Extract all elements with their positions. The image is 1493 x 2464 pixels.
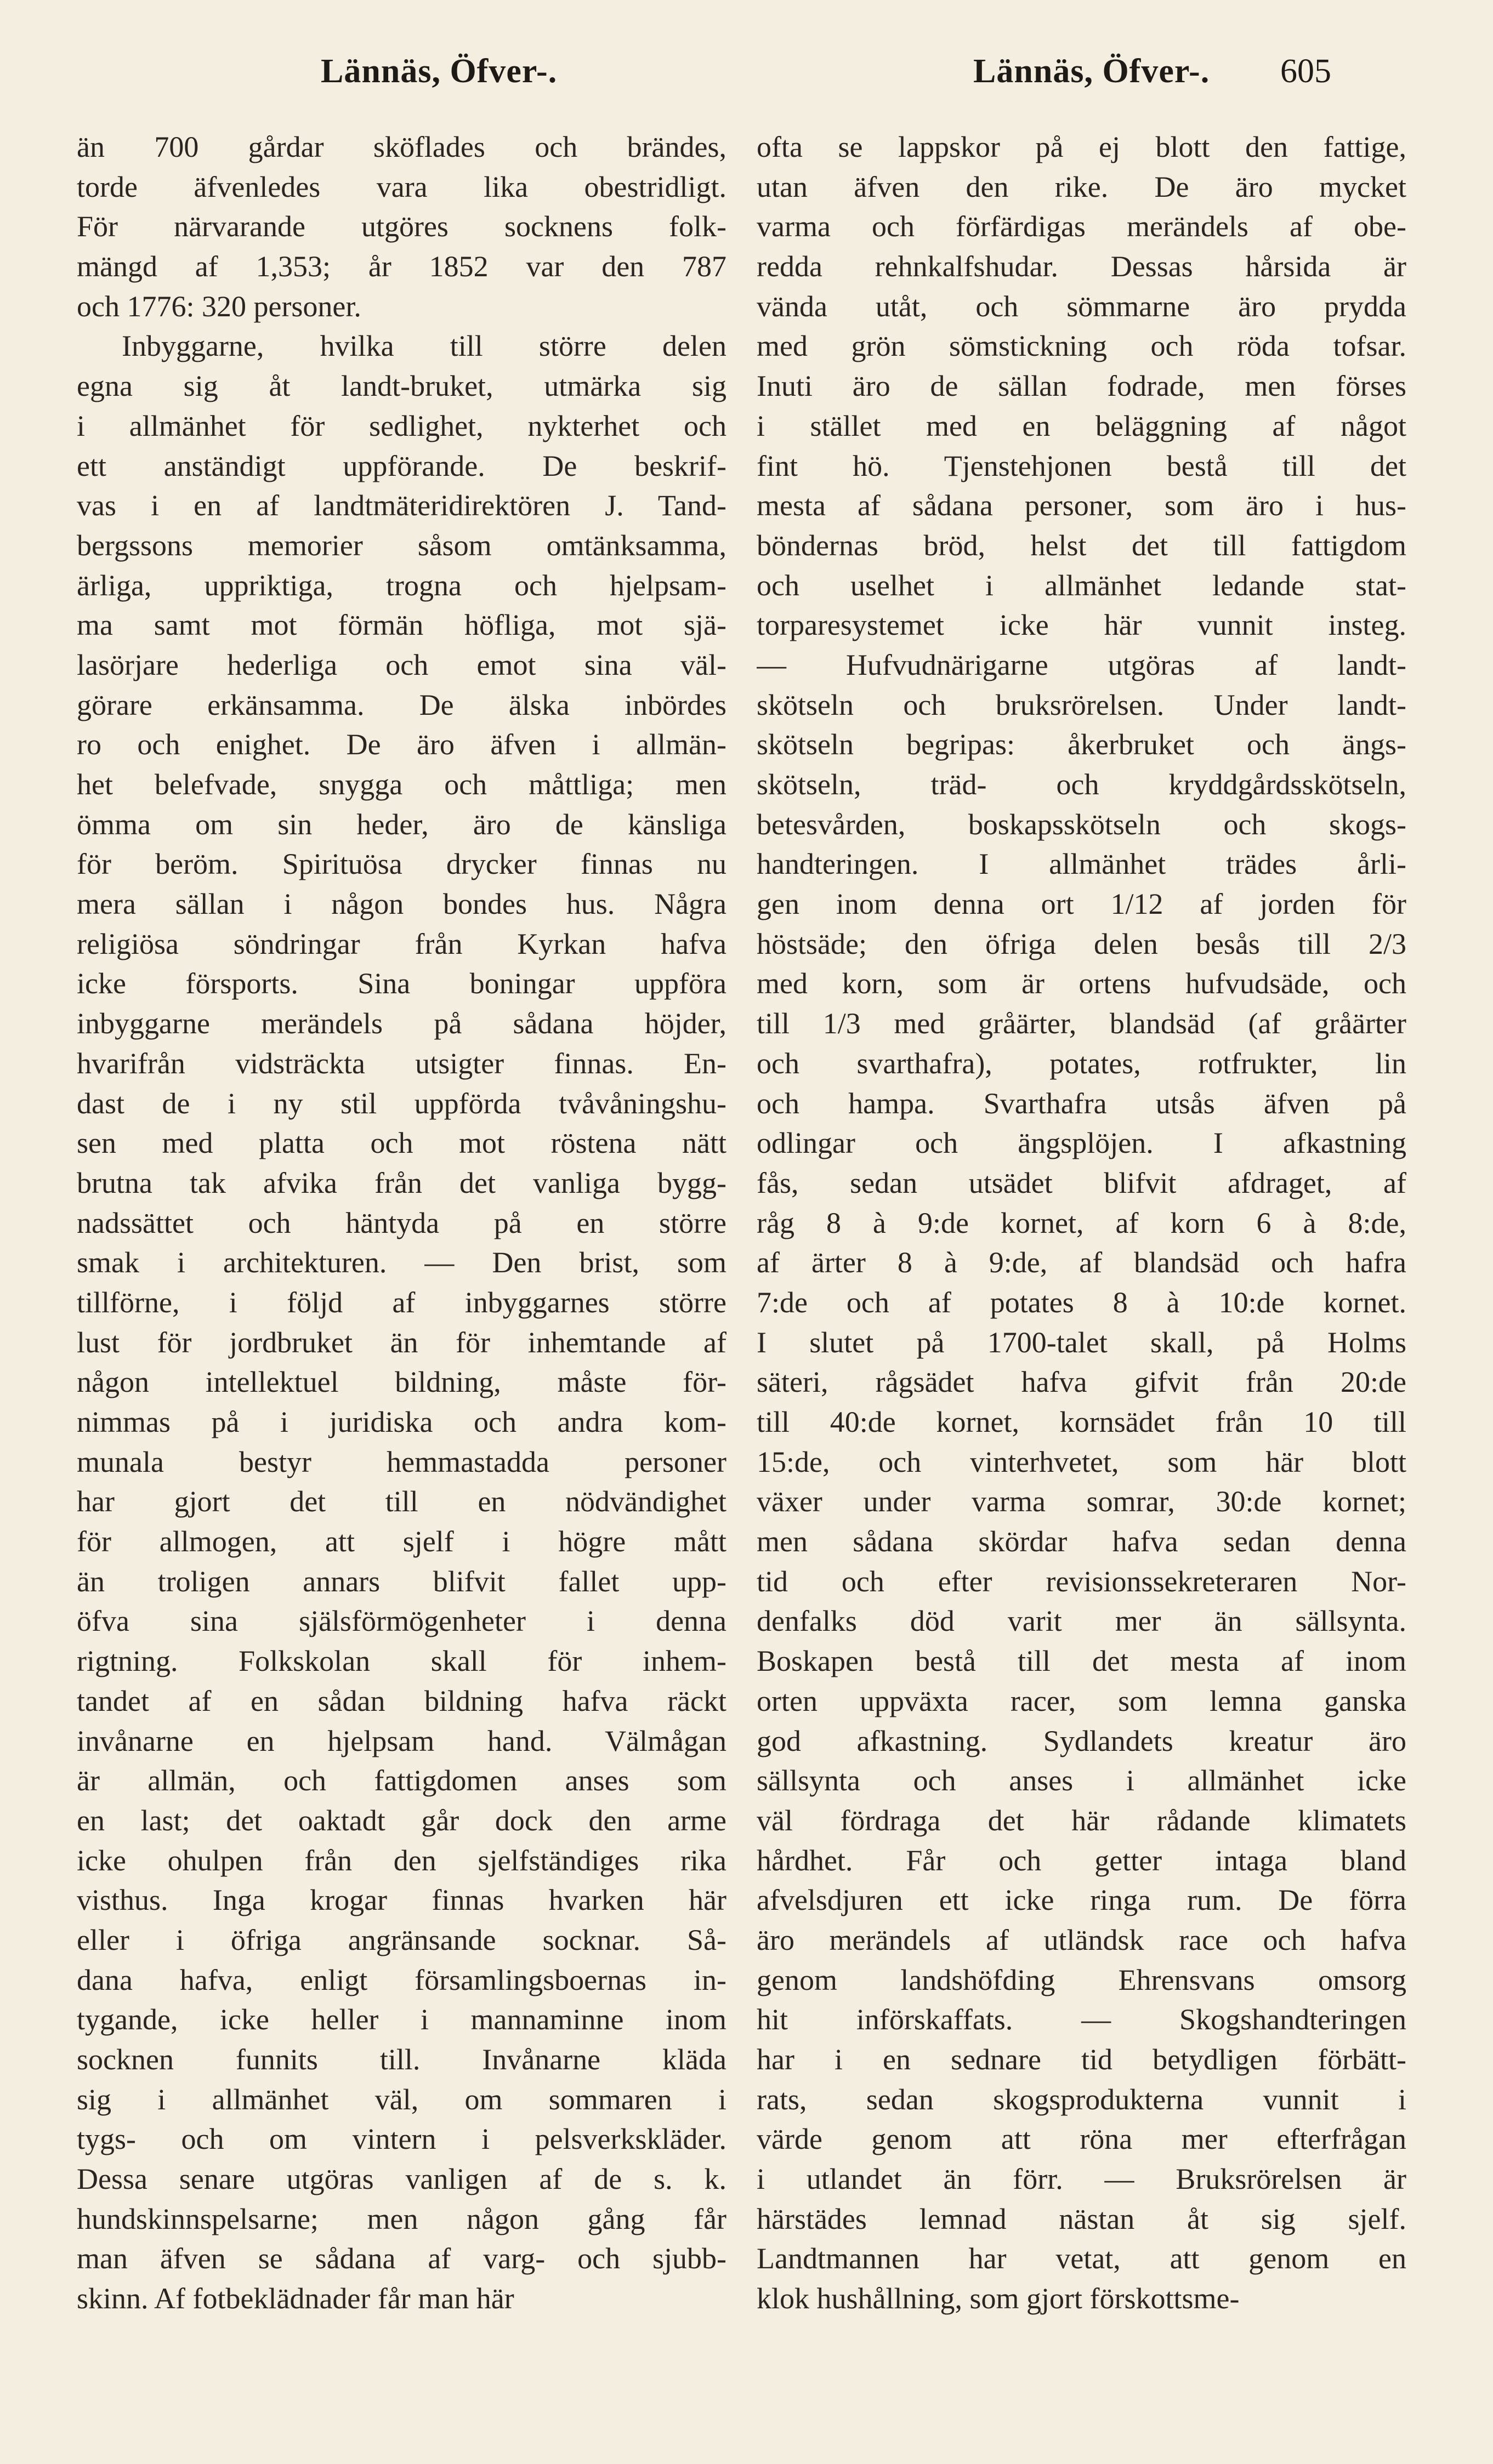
page-number: 605 xyxy=(1280,53,1331,90)
text-line: tygs- och om vintern i pelsverkskläder. xyxy=(77,2122,726,2156)
text-line: tandet af en sådan bildning hafva räckt xyxy=(77,1684,726,1717)
text-line: hit införskaffats. — Skogshandteringen xyxy=(757,2003,1406,2036)
text-line: Landtmannen har vetat, att genom en xyxy=(757,2242,1406,2275)
text-line: tillförne, i följd af inbyggarnes större xyxy=(77,1285,726,1319)
text-line: bergssons memorier såsom omtänksamma, xyxy=(77,528,726,562)
text-line: rats, sedan skogsprodukterna vunnit i xyxy=(757,2082,1406,2116)
text-line: dast de i ny stil uppförda tvåvåningshu- xyxy=(77,1086,726,1120)
text-line: För närvarande utgöres socknens folk- xyxy=(77,210,726,243)
text-line: skötseln, träd- och kryddgårdsskötseln, xyxy=(757,768,1406,801)
text-line: denfalks död varit mer än sällsynta. xyxy=(757,1604,1406,1638)
text-line: eller i öfriga angränsande socknar. Så- xyxy=(77,1923,726,1956)
text-line: vända utåt, och sömmarne äro prydda xyxy=(757,289,1406,323)
text-line: torde äfvenledes vara lika obestridligt. xyxy=(77,170,726,203)
text-line: värde genom att röna mer efterfrågan xyxy=(757,2122,1406,2156)
text-line: görare erkänsamma. De älska inbördes xyxy=(77,688,726,721)
text-line: för allmogen, att sjelf i högre mått xyxy=(77,1525,726,1558)
text-line: ofta se lappskor på ej blott den fattige, xyxy=(757,130,1406,163)
text-line: Inuti äro de sällan fodrade, men förses xyxy=(757,369,1406,403)
right-text-column xyxy=(757,127,1406,2319)
text-line: icke ohulpen från den sjelfständiges rika xyxy=(77,1843,726,1877)
text-line: för beröm. Spirituösa drycker finnas nu xyxy=(77,847,726,881)
text-line: sen med platta och mot röstena nätt xyxy=(77,1126,726,1160)
text-line: vas i en af landtmäteridirektören J. Tand- xyxy=(77,489,726,522)
text-line: har gjort det till en nödvändighet xyxy=(77,1485,726,1518)
text-line: mera sällan i någon bondes hus. Några xyxy=(77,887,726,921)
text-line: med grön sömstickning och röda tofsar. xyxy=(757,329,1406,363)
text-line: till 1/3 med gråärter, blandsäd (af gråärter xyxy=(757,1007,1406,1040)
text-line: icke försports. Sina boningar uppföra xyxy=(77,967,726,1000)
text-line: munala bestyr hemmastadda personer xyxy=(77,1445,726,1478)
text-line: äro merändels af utländsk race och hafva xyxy=(757,1923,1406,1956)
text-line: betesvården, boskapsskötseln och skogs- xyxy=(757,807,1406,841)
text-line: ärliga, uppriktiga, trogna och hjelpsam- xyxy=(77,568,726,602)
text-line: nadssättet och häntyda på en större xyxy=(77,1206,726,1239)
text-line: med korn, som är ortens hufvudsäde, och xyxy=(757,967,1406,1000)
text-line: är allmän, och fattigdomen anses som xyxy=(77,1764,726,1797)
text-line: skötseln och bruksrörelsen. Under landt- xyxy=(757,688,1406,721)
text-line: 7:de och af potates 8 à 10:de kornet. xyxy=(757,1285,1406,1319)
text-line: än troligen annars blifvit fallet upp- xyxy=(77,1564,726,1598)
text-line: till 40:de kornet, kornsädet från 10 till xyxy=(757,1405,1406,1438)
text-line: fint hö. Tjenstehjonen bestå till det xyxy=(757,449,1406,482)
text-line: man äfven se sådana af varg- och sjubb- xyxy=(77,2242,726,2275)
running-head-left: Lännäs, Öfver-. xyxy=(321,53,558,90)
text-line: hvarifrån vidsträckta utsigter finnas. En- xyxy=(77,1046,726,1080)
text-line: 15:de, och vinterhvetet, som här blott xyxy=(757,1445,1406,1478)
text-line: — Hufvudnärigarne utgöras af landt- xyxy=(757,648,1406,681)
text-line: och svarthafra), potates, rotfrukter, lin xyxy=(757,1046,1406,1080)
text-line: ett anständigt uppförande. De beskrif- xyxy=(77,449,726,482)
text-line: än 700 gårdar sköflades och brändes, xyxy=(77,130,726,163)
text-line: växer under varma somrar, 30:de kornet; xyxy=(757,1485,1406,1518)
text-line: het belefvade, snygga och måttliga; men xyxy=(77,768,726,801)
text-line: ro och enighet. De äro äfven i allmän- xyxy=(77,728,726,761)
text-line: varma och förfärdigas merändels af obe- xyxy=(757,210,1406,243)
text-line: inbyggarne merändels på sådana höjder, xyxy=(77,1007,726,1040)
text-line: en last; det oaktadt går dock den arme xyxy=(77,1803,726,1837)
text-line: råg 8 à 9:de kornet, af korn 6 à 8:de, xyxy=(757,1206,1406,1239)
text-line: men sådana skördar hafva sedan denna xyxy=(757,1525,1406,1558)
text-line: smak i architekturen. — Den brist, som xyxy=(77,1246,726,1279)
text-line: höstsäde; den öfriga delen besås till 2/3 xyxy=(757,927,1406,960)
text-line: väl fördraga det här rådande klimatets xyxy=(757,1803,1406,1837)
text-line: ma samt mot förmän höfliga, mot sjä- xyxy=(77,608,726,642)
text-line: och uselhet i allmänhet ledande stat- xyxy=(757,568,1406,602)
text-line: torparesystemet icke här vunnit insteg. xyxy=(757,608,1406,642)
text-line: Boskapen bestå till det mesta af inom xyxy=(757,1644,1406,1678)
text-line: socknen funnits till. Invånarne kläda xyxy=(77,2043,726,2076)
text-line: afvelsdjuren ett icke ringa rum. De förra xyxy=(757,1883,1406,1917)
text-line: tygande, icke heller i mannaminne inom xyxy=(77,2003,726,2036)
text-line: skinn. Af fotbeklädnader får man här xyxy=(77,2282,514,2315)
text-line: Dessa senare utgöras vanligen af de s. k. xyxy=(77,2163,726,2196)
text-line: rigtning. Folkskolan skall för inhem- xyxy=(77,1644,726,1678)
text-line: redda rehnkalfshudar. Dessas hårsida är xyxy=(757,250,1406,283)
text-line: god afkastning. Sydlandets kreatur äro xyxy=(757,1724,1406,1757)
text-line: Inbyggarne, hvilka till större delen xyxy=(122,329,726,363)
text-line: utan äfven den rike. De äro mycket xyxy=(757,170,1406,203)
text-line: invånarne en hjelpsam hand. Välmågan xyxy=(77,1724,726,1757)
text-line: i stället med en beläggning af något xyxy=(757,409,1406,442)
text-line: religiösa söndringar från Kyrkan hafva xyxy=(77,927,726,960)
text-line: mesta af sådana personer, som äro i hus- xyxy=(757,489,1406,522)
text-line: sig i allmänhet väl, om sommaren i xyxy=(77,2082,726,2116)
text-line: visthus. Inga krogar finnas hvarken här xyxy=(77,1883,726,1917)
text-line: odlingar och ängsplöjen. I afkastning xyxy=(757,1126,1406,1160)
running-head-right: Lännäs, Öfver-. xyxy=(973,53,1210,90)
text-line: och hampa. Svarthafra utsås äfven på xyxy=(757,1086,1406,1120)
text-line: i utlandet än förr. — Bruksrörelsen är xyxy=(757,2163,1406,2196)
text-line: fås, sedan utsädet blifvit afdraget, af xyxy=(757,1166,1406,1199)
text-line: dana hafva, enligt församlingsboernas in- xyxy=(77,1963,726,1996)
text-line: har i en sednare tid betydligen förbätt- xyxy=(757,2043,1406,2076)
text-line: I slutet på 1700-talet skall, på Holms xyxy=(757,1325,1406,1359)
text-line: böndernas bröd, helst det till fattigdom xyxy=(757,528,1406,562)
text-line: sällsynta och anses i allmänhet icke xyxy=(757,1764,1406,1797)
text-line: och 1776: 320 personer. xyxy=(77,289,361,323)
text-line: säteri, rågsädet hafva gifvit från 20:de xyxy=(757,1365,1406,1399)
text-line: någon intellektuel bildning, måste för- xyxy=(77,1365,726,1399)
text-line: tid och efter revisionssekreteraren Nor- xyxy=(757,1564,1406,1598)
text-line: af ärter 8 à 9:de, af blandsäd och hafra xyxy=(757,1246,1406,1279)
text-line: gen inom denna ort 1/12 af jorden för xyxy=(757,887,1406,921)
text-line: klok hushållning, som gjort förskottsme- xyxy=(757,2282,1240,2315)
text-line: i allmänhet för sedlighet, nykterhet och xyxy=(77,409,726,442)
text-line: lasörjare hederliga och emot sina väl- xyxy=(77,648,726,681)
text-line: hundskinnspelsarne; men någon gång får xyxy=(77,2202,726,2235)
text-line: handteringen. I allmänhet trädes årli- xyxy=(757,847,1406,881)
text-line: egna sig åt landt-bruket, utmärka sig xyxy=(77,369,726,403)
text-line: ömma om sin heder, äro de känsliga xyxy=(77,807,726,841)
text-line: skötseln begripas: åkerbruket och ängs- xyxy=(757,728,1406,761)
text-line: nimmas på i juridiska och andra kom- xyxy=(77,1405,726,1438)
left-text-column xyxy=(77,127,726,2319)
text-line: orten uppväxta racer, som lemna ganska xyxy=(757,1684,1406,1717)
text-line: lust för jordbruket än för inhemtande af xyxy=(77,1325,726,1359)
text-line: brutna tak afvika från det vanliga bygg- xyxy=(77,1166,726,1199)
text-line: öfva sina själsförmögenheter i denna xyxy=(77,1604,726,1638)
text-line: mängd af 1,353; år 1852 var den 787 xyxy=(77,250,726,283)
text-line: genom landshöfding Ehrensvans omsorg xyxy=(757,1963,1406,1996)
text-line: hårdhet. Får och getter intaga bland xyxy=(757,1843,1406,1877)
text-line: härstädes lemnad nästan åt sig sjelf. xyxy=(757,2202,1406,2235)
